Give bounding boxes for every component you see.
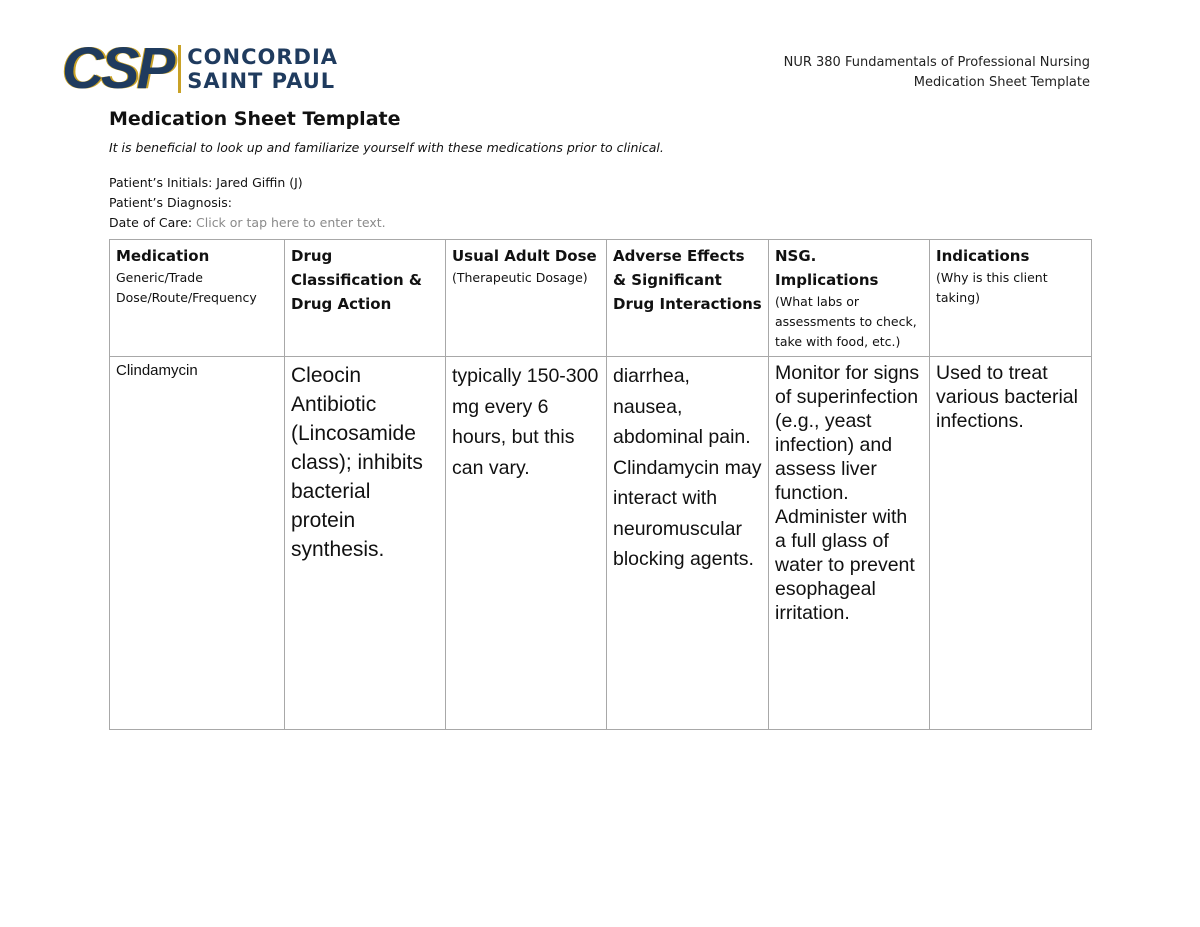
- date-of-care-row: [109, 213, 386, 233]
- header-sub: (Why is this client taking): [936, 270, 1048, 305]
- header-medication: [110, 240, 285, 357]
- patient-diagnosis-row: [109, 193, 386, 213]
- header-doc-title: Medication Sheet Template: [913, 75, 1090, 90]
- patient-diagnosis-label: Patient’s Diagnosis:: [109, 195, 232, 210]
- table-header-row: [110, 240, 1092, 357]
- logo-wordmark: [187, 44, 339, 93]
- csp-logo: [62, 36, 339, 101]
- course-name: NUR 380 Fundamentals of Professional Nursing: [783, 55, 1090, 70]
- logo-line2: SAINT PAUL: [187, 68, 336, 93]
- header-main: Medication: [116, 247, 210, 265]
- date-of-care-field[interactable]: Click or tap here to enter text.: [196, 215, 386, 230]
- header-nsg: [769, 240, 930, 357]
- patient-info: [109, 173, 386, 233]
- header-sub: (Therapeutic Dosage): [452, 270, 588, 285]
- page-header: [784, 53, 1090, 93]
- cell-nsg[interactable]: Monitor for signs of superinfection (e.g., yeast infection) and assess liver function. Administer with a full glass of water to prevent esophageal irritation.: [769, 357, 930, 730]
- logo-divider: [178, 45, 181, 93]
- header-main: Usual Adult Dose: [452, 247, 597, 265]
- table-row: [110, 357, 1092, 730]
- logo-line1: CONCORDIA: [187, 44, 339, 69]
- header-classification: [285, 240, 446, 357]
- header-sub: (What labs or assessments to check, take with food, etc.): [775, 294, 917, 349]
- header-main: Adverse Effects & Significant Drug Interactions: [613, 247, 762, 313]
- patient-initials-row: [109, 173, 386, 193]
- page-subtitle: It is beneficial to look up and familiarize yourself with these medications prior to clinical.: [109, 140, 664, 155]
- cell-classification[interactable]: Cleocin Antibiotic (Lincosamide class); inhibits bacterial protein synthesis.: [285, 357, 446, 730]
- date-of-care-label: Date of Care:: [109, 215, 193, 230]
- header-dose: [446, 240, 607, 357]
- page-title: Medication Sheet Template: [109, 108, 401, 130]
- header-sub: Generic/Trade Dose/Route/Frequency: [116, 270, 257, 305]
- patient-initials-value[interactable]: Jared Giffin (J): [216, 175, 303, 190]
- cell-dose[interactable]: typically 150-300 mg every 6 hours, but this can vary.: [446, 357, 607, 730]
- medication-table: [109, 239, 1092, 730]
- patient-initials-label: Patient’s Initials:: [109, 175, 213, 190]
- header-main: NSG. Implications: [775, 247, 879, 289]
- header-main: Indications: [936, 247, 1030, 265]
- header-main: Drug Classification & Drug Action: [291, 247, 423, 313]
- header-adverse: [607, 240, 769, 357]
- cell-medication[interactable]: Clindamycin: [110, 357, 285, 730]
- logo-mark: CSP: [62, 36, 173, 101]
- cell-adverse[interactable]: diarrhea, nausea, abdominal pain. Clindamycin may interact with neuromuscular blocking agents.: [607, 357, 769, 730]
- cell-indications[interactable]: Used to treat various bacterial infections.: [930, 357, 1092, 730]
- header-indications: [930, 240, 1092, 357]
